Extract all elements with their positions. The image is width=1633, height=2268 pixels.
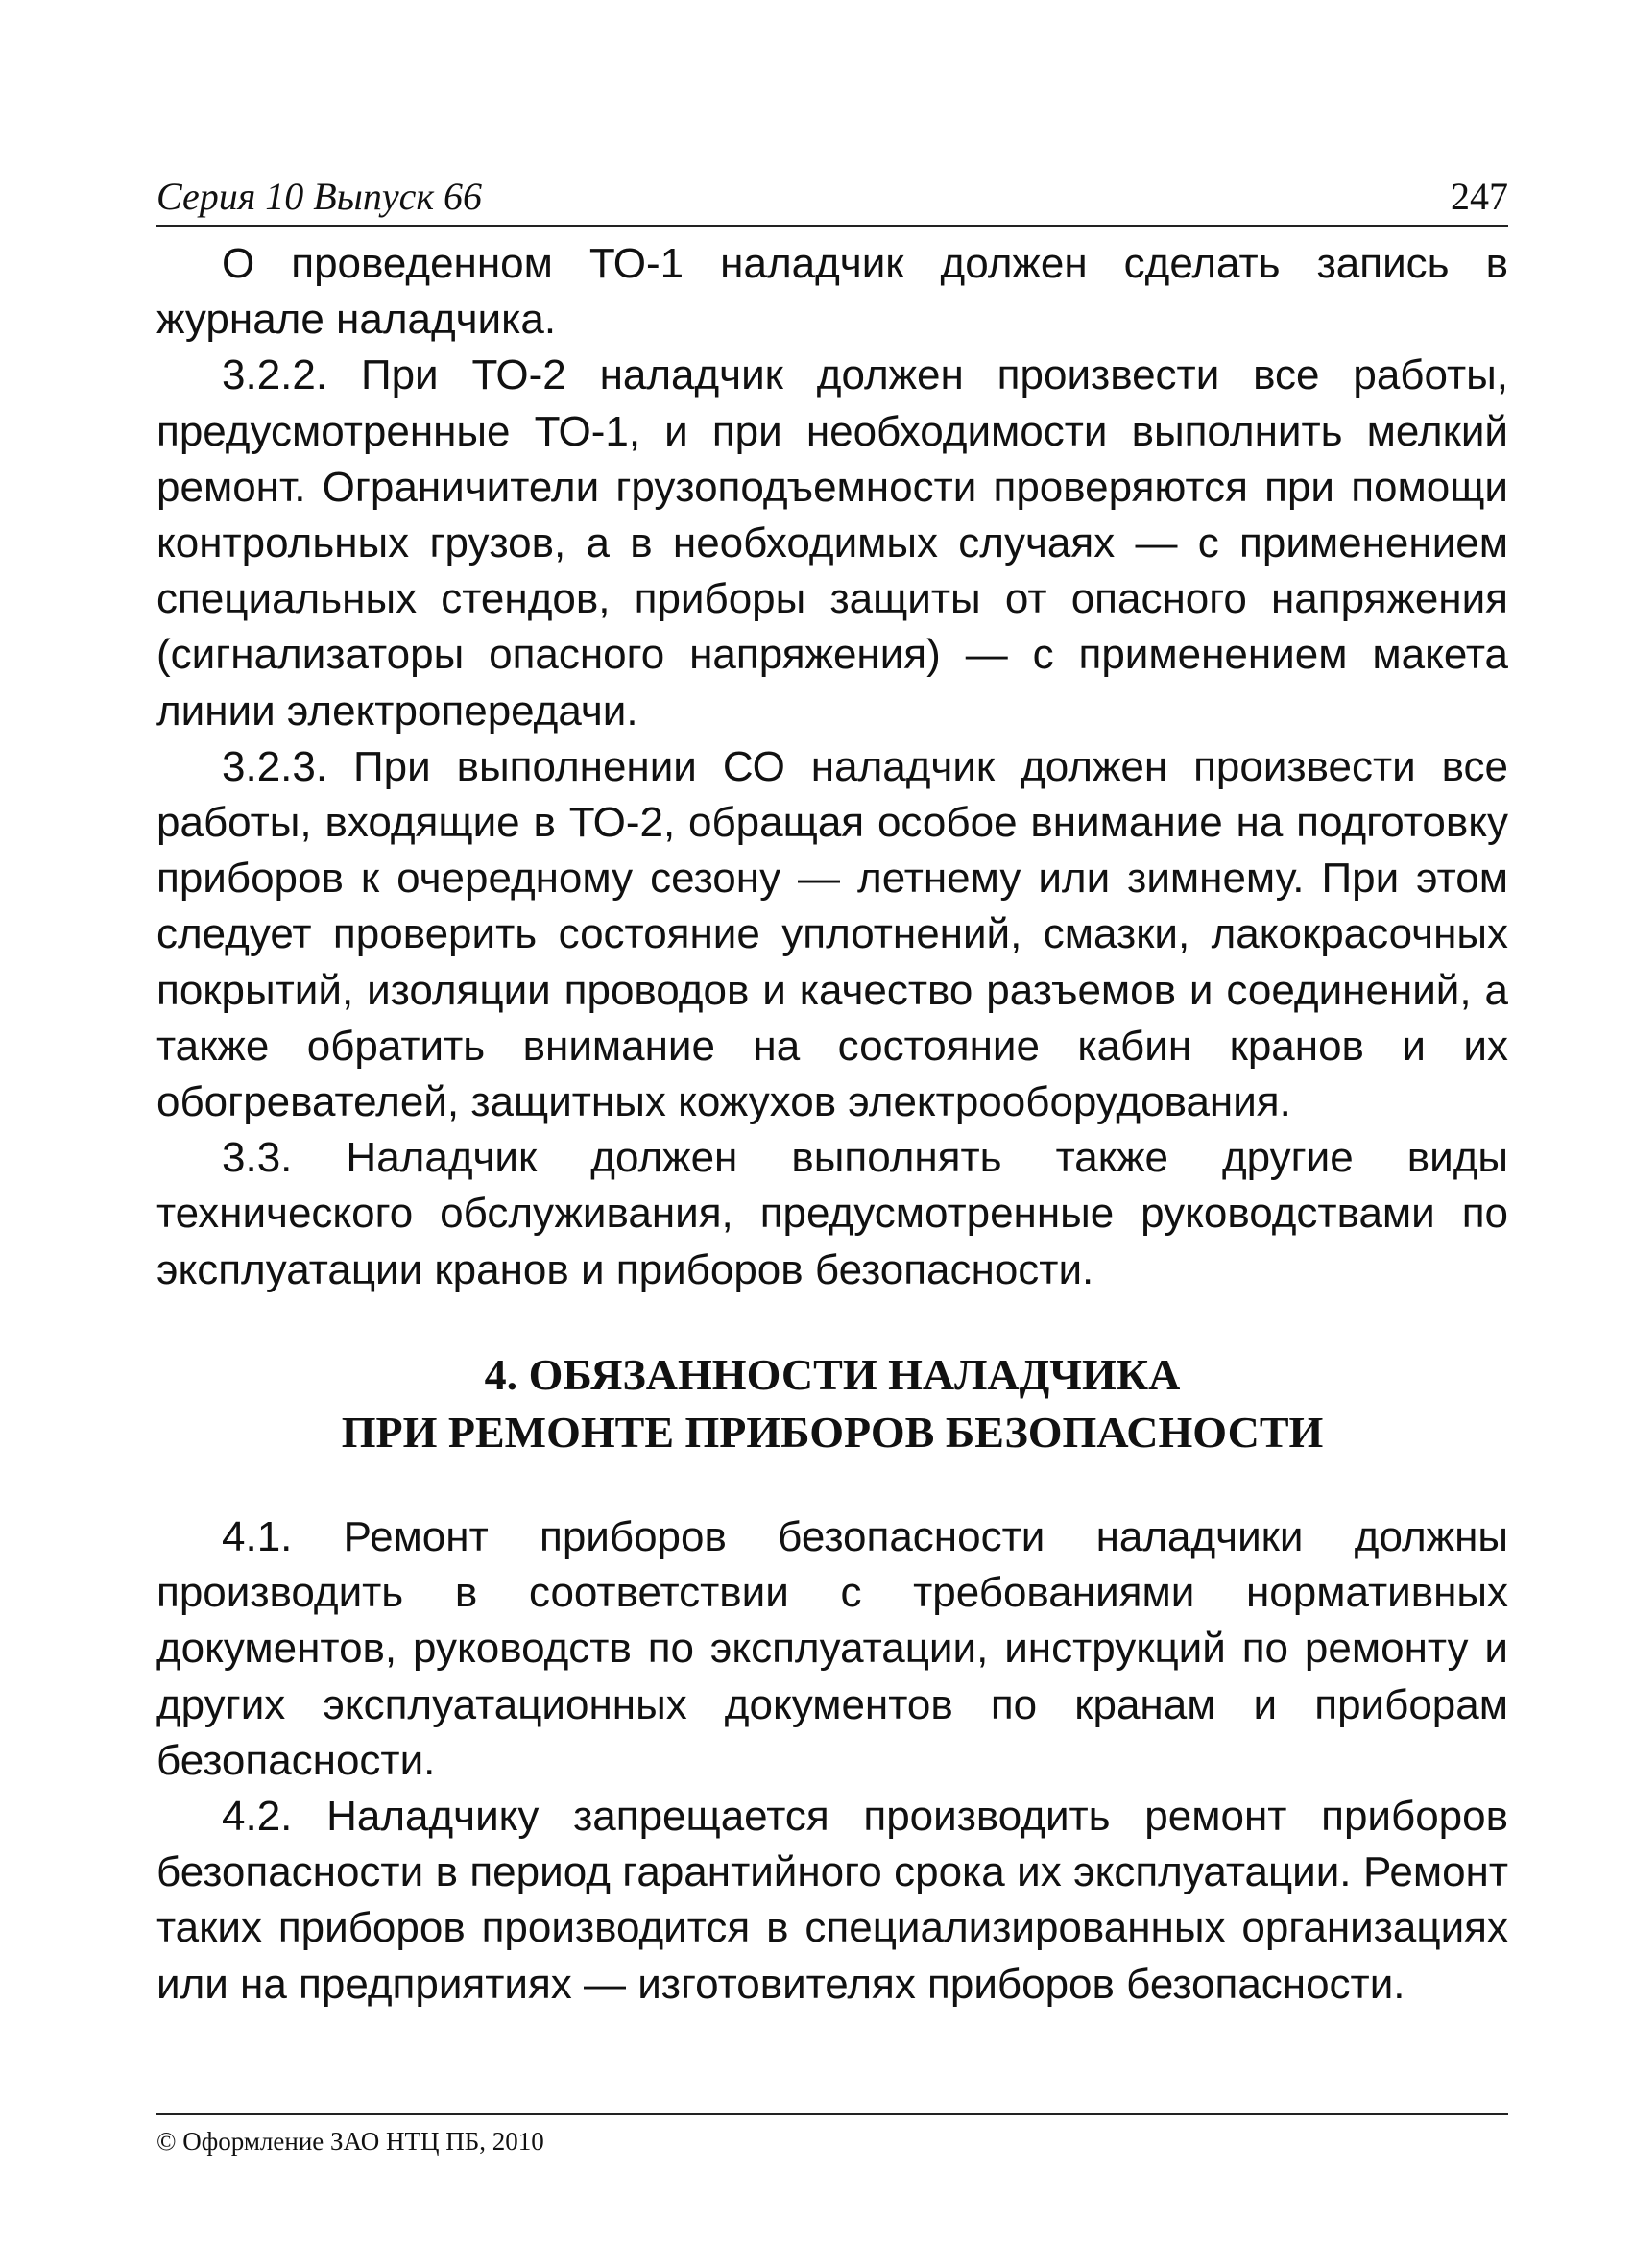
paragraph-to1-record: О проведенном ТО-1 наладчик должен сделать запись в журнале наладчика. — [156, 240, 1508, 344]
paragraph-4-2: 4.2. Наладчику запрещается производить ремонт приборов безопасности в период гарантийного срока их эксплуатации. Ремонт таких приборов производится в специализированных организациях или на предприятиях — изготовителях приборов безопасности. — [156, 1793, 1508, 2008]
series-title: Серия 10 Выпуск 66 — [156, 175, 483, 218]
section-4-text — [156, 1509, 1508, 2013]
section-3-text — [156, 236, 1508, 1298]
paragraph-4-1: 4.1. Ремонт приборов безопасности наладчики должны производить в соответствии с требованиями нормативных документов, руководств по эксплуатации, инструкций по ремонту и других эксплуатационных документов по кранам и приборам безопасности. — [156, 1513, 1508, 1784]
section-4-heading-line-1: 4. ОБЯЗАННОСТИ НАЛАДЧИКА — [484, 1350, 1181, 1399]
page-number: 247 — [1451, 175, 1508, 218]
running-header — [156, 165, 1508, 227]
footer-divider — [156, 2113, 1508, 2115]
paragraph-3-2-2: 3.2.2. При ТО-2 наладчик должен произвести все работы, предусмотренные ТО-1, и при необходимости выполнить мелкий ремонт. Ограничители грузоподъемности проверяются при помощи контрольных грузов, а в необходимых случаях — с применением специальных стендов, приборы защиты от опасного напряжения (сигнализаторы опасного напряжения) — с применением макета линии электропередачи. — [156, 351, 1508, 735]
section-4-heading-line-2: ПРИ РЕМОНТЕ ПРИБОРОВ БЕЗОПАСНОСТИ — [341, 1408, 1324, 1457]
paragraph-3-3: 3.3. Наладчик должен выполнять также другие виды технического обслуживания, предусмотренные руководствами по эксплуатации кранов и приборов безопасности. — [156, 1134, 1508, 1293]
footer-copyright: © Оформление ЗАО НТЦ ПБ, 2010 — [156, 2127, 544, 2156]
paragraph-3-2-3: 3.2.3. При выполнении СО наладчик должен произвести все работы, входящие в ТО-2, обращая особое внимание на подготовку приборов к очередному сезону — летнему или зимнему. При этом следует проверить состояние уплотнений, смазки, лакокрасочных покрытий, изоляции проводов и качество разъемов и соединений, а также обратить внимание на состояние кабин кранов и их обогревателей, защитных кожухов электрооборудования. — [156, 742, 1508, 1126]
